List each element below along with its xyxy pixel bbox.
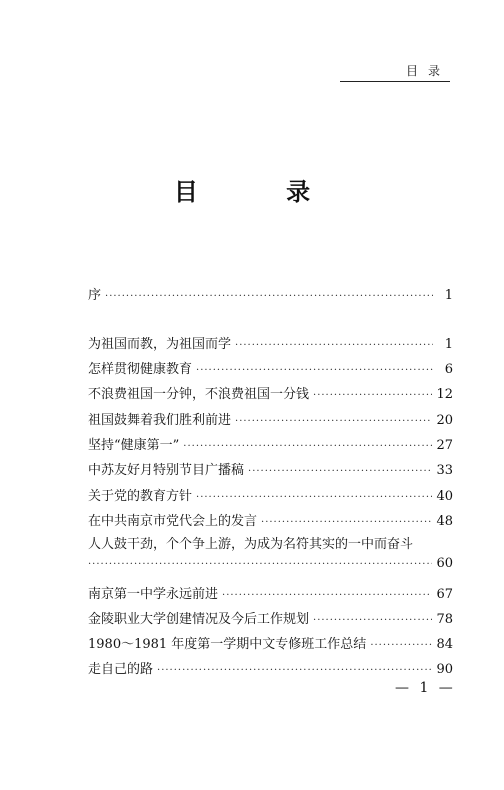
toc-entry-title: 怎样贯彻健康教育	[88, 362, 193, 377]
toc-entry-page: 40	[436, 489, 453, 504]
toc-entry[interactable]	[88, 434, 453, 454]
page-number: — 1 —	[395, 680, 456, 696]
toc-entry-page: 27	[436, 438, 453, 453]
leader-dots	[248, 466, 432, 477]
toc-entry-page: 1	[444, 337, 453, 352]
toc-entry[interactable]	[88, 510, 453, 530]
toc-entry-title: 祖国鼓舞着我们胜利前进	[88, 413, 232, 428]
toc-entry-title: 1980～1981 年度第一学期中文专修班工作总结	[88, 637, 367, 652]
page-title: 目 录	[173, 177, 351, 206]
toc-entry[interactable]	[88, 409, 453, 429]
toc-entry-title: 序	[88, 288, 102, 303]
toc-entry-page: 33	[436, 463, 453, 478]
toc-entry-title: 人人鼓干劲，个个争上游，为成为名符其实的一中而奋斗	[88, 537, 414, 552]
toc-entry-page: 12	[436, 387, 453, 402]
toc-entry[interactable]	[88, 383, 453, 403]
toc-entry-page: 20	[436, 413, 453, 428]
toc-entry-title: 金陵职业大学创建情况及今后工作规划	[88, 612, 310, 627]
toc-entry-page: 90	[436, 662, 453, 677]
leader-dots	[370, 640, 432, 651]
toc-entry-continuation	[88, 556, 453, 576]
leader-dots	[196, 492, 432, 503]
leader-dots	[183, 441, 432, 452]
toc-entry[interactable]	[88, 658, 453, 678]
leader-dots	[105, 291, 433, 302]
toc-entry[interactable]	[88, 608, 453, 628]
toc-entry-page: 60	[436, 556, 453, 571]
leader-dots	[235, 340, 433, 351]
toc-entry-title: 走自己的路	[88, 662, 154, 677]
toc-entry-preface[interactable]	[88, 284, 453, 304]
toc-entry-title: 中苏友好月特别节目广播稿	[88, 463, 245, 478]
toc-entry-page: 1	[444, 288, 453, 303]
toc-entry[interactable]	[88, 358, 453, 378]
toc-entry-title: 坚持“健康第一”	[88, 438, 180, 453]
running-head: 目录	[340, 62, 450, 82]
toc-entry[interactable]	[88, 583, 453, 603]
leader-dots	[157, 665, 432, 676]
toc-entry-page: 6	[444, 362, 453, 377]
leader-dots	[88, 559, 432, 570]
toc-entry-page: 78	[436, 612, 453, 627]
toc-entry-two-line[interactable]	[88, 533, 453, 579]
toc-entry-page: 84	[436, 637, 453, 652]
leader-dots	[235, 416, 432, 427]
toc-entry-title: 南京第一中学永远前进	[88, 587, 219, 602]
toc-entry-title: 不浪费祖国一分钟，不浪费祖国一分钱	[88, 387, 310, 402]
leader-dots	[196, 365, 433, 376]
toc-entry[interactable]	[88, 459, 453, 479]
leader-dots	[313, 390, 432, 401]
leader-dots	[313, 615, 432, 626]
toc-entry[interactable]	[88, 633, 453, 653]
toc-entry[interactable]	[88, 485, 453, 505]
toc-entry-title: 关于党的教育方针	[88, 489, 193, 504]
toc-entry-title: 在中共南京市党代会上的发言	[88, 514, 258, 529]
toc-entry-title: 为祖国而教，为祖国而学	[88, 337, 232, 352]
leader-dots	[261, 517, 432, 528]
leader-dots	[222, 590, 432, 601]
toc-entry-page: 67	[436, 587, 453, 602]
toc-entry[interactable]	[88, 333, 453, 353]
toc-entry-page: 48	[436, 514, 453, 529]
